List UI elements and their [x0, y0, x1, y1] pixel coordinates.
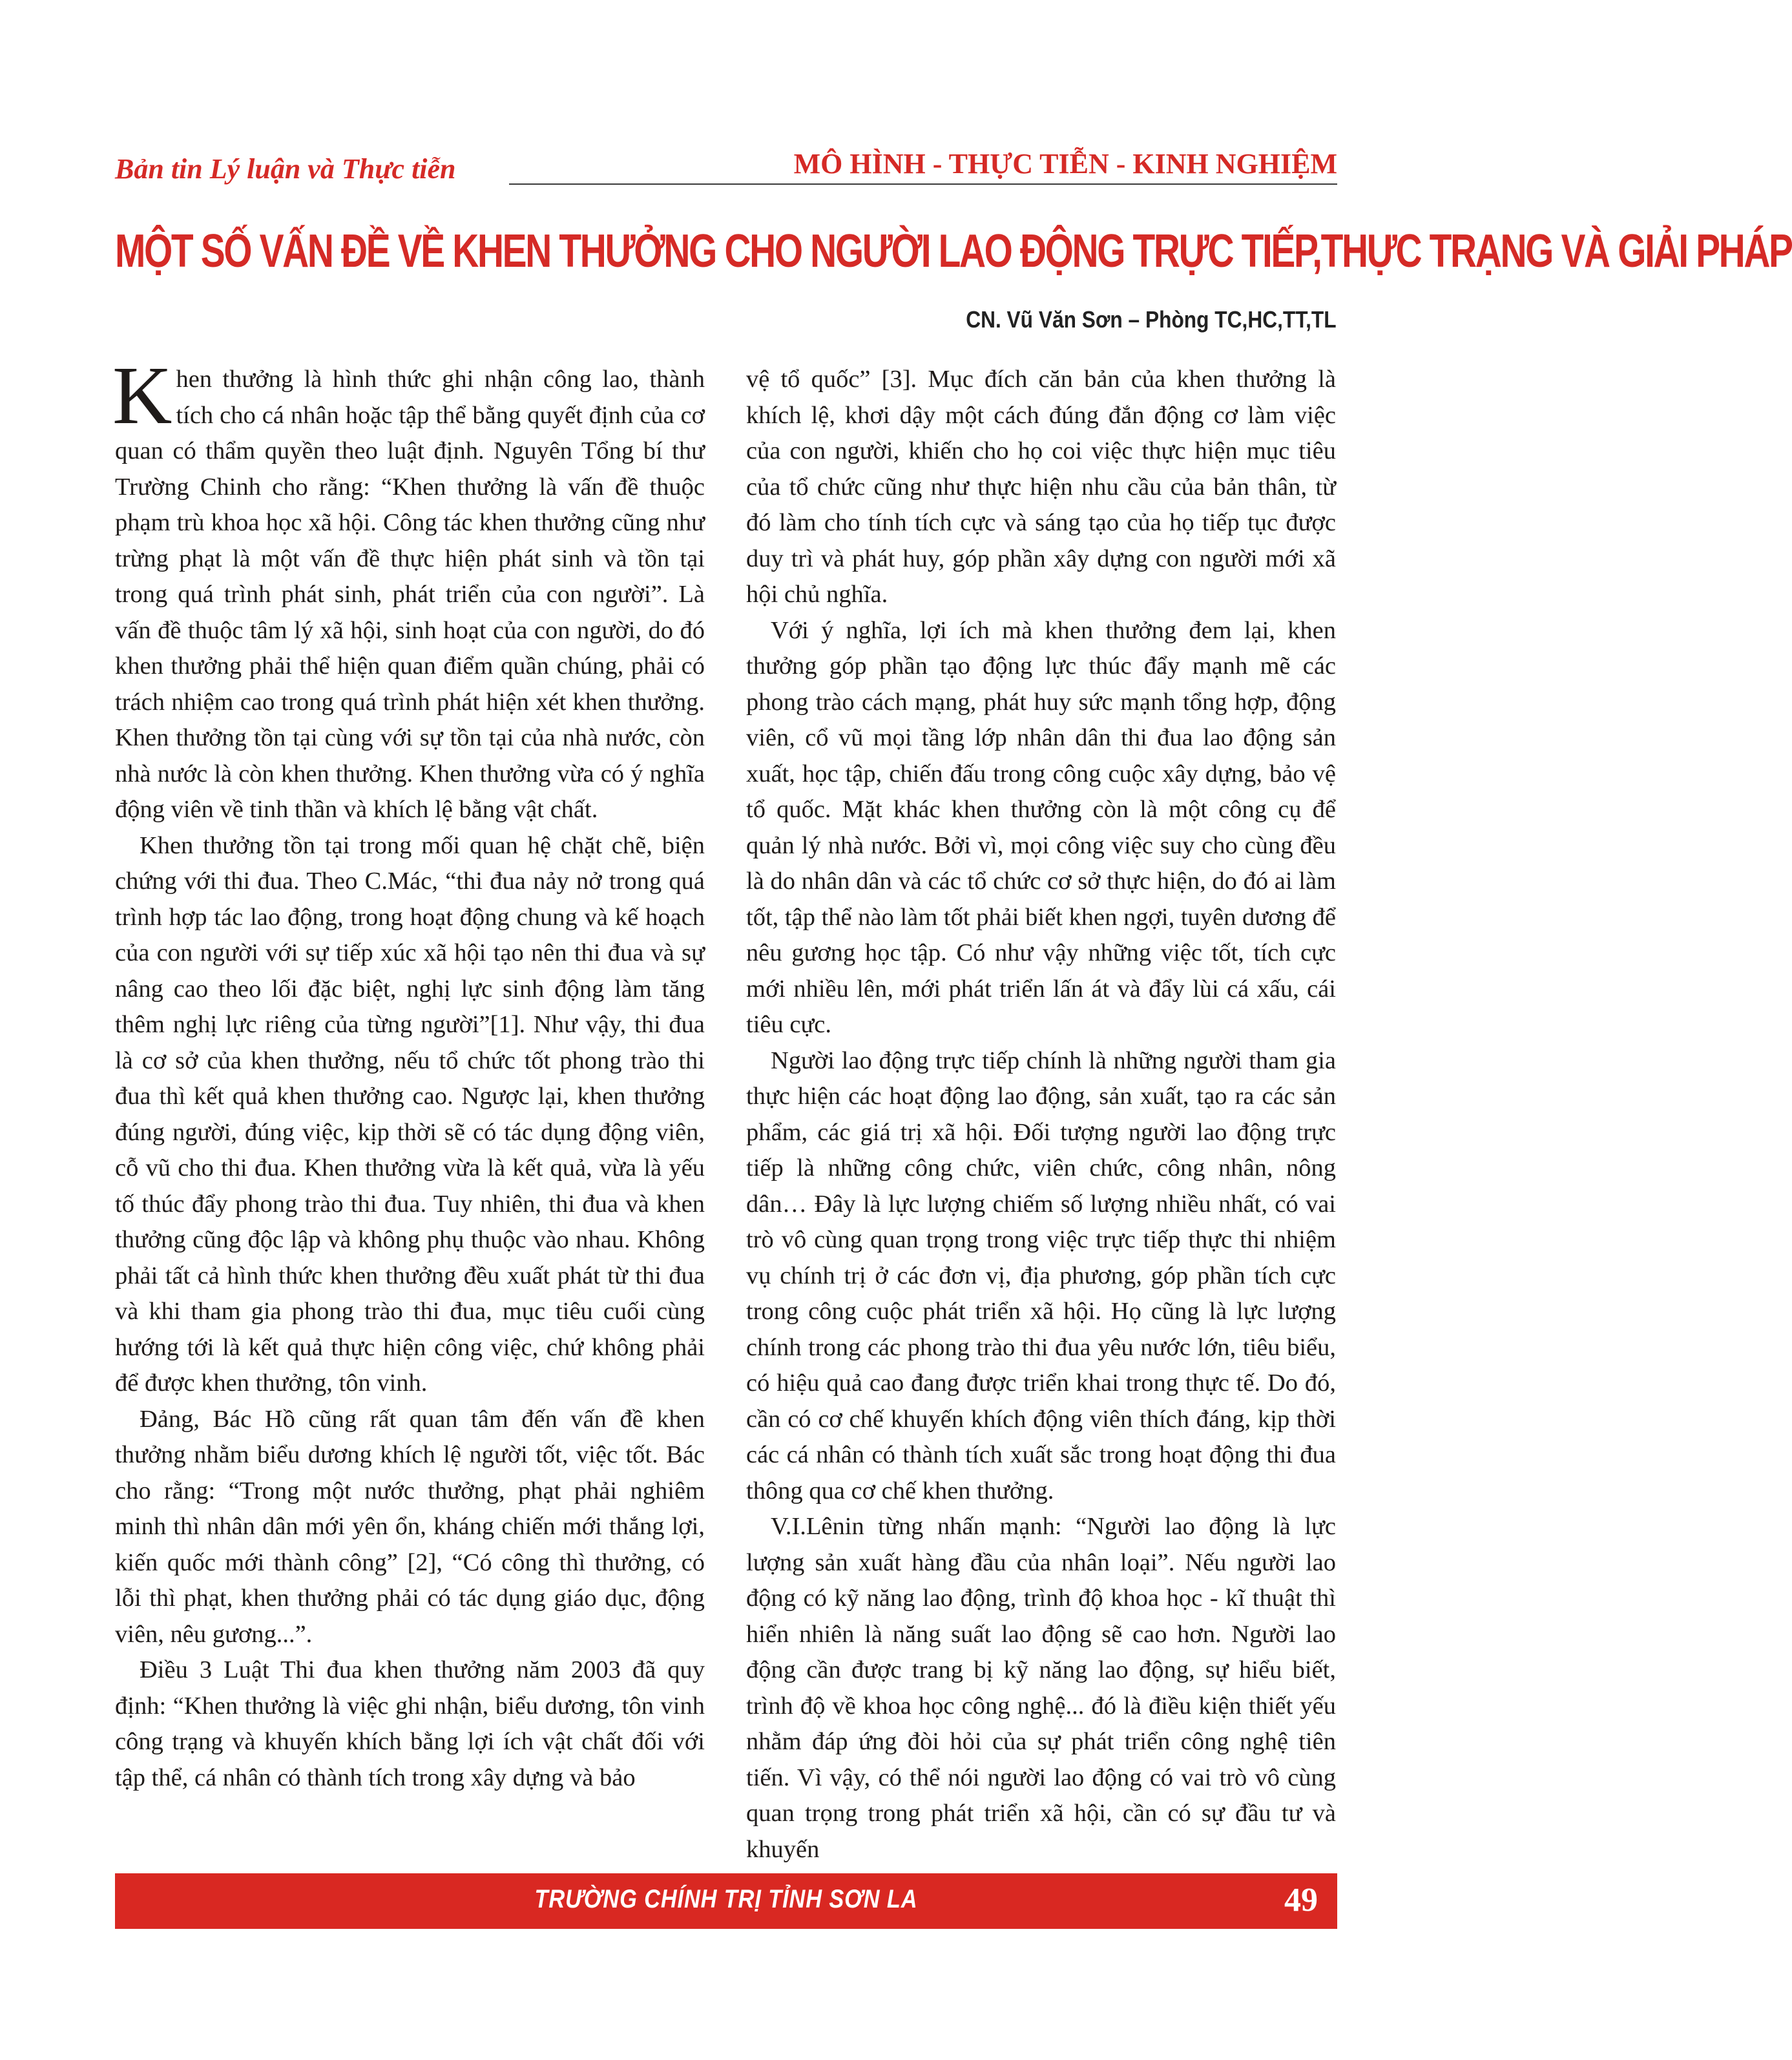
page-number: 49: [1284, 1882, 1318, 1919]
footer-institution: TRƯỜNG CHÍNH TRỊ TỈNH SƠN LA: [534, 1885, 918, 1913]
header-section-name: MÔ HÌNH - THỰC TIỄN - KINH NGHIỆM: [793, 148, 1337, 180]
paragraph: Khen thưởng tồn tại trong mối quan hệ chặt chẽ, biện chứng với thi đua. Theo C.Mác, “thi đua nảy nở trong quá trình hợp tác lao động, trong hoạt động chung và kế hoạch của con người với sự tiếp xúc xã hội tạo nên thi đua và sự nâng cao theo lối đặc biệt, nghị lực sinh động làm tăng thêm nghị lực riêng của từng người”[1]. Như vậy, thi đua là cơ sở của khen thưởng, nếu tổ chức tốt phong trào thi đua thì kết quả khen thưởng cao. Ngược lại, khen thưởng đúng người, đúng việc, kịp thời sẽ có tác dụng động viên, cỗ vũ cho thi đua. Khen thưởng vừa là kết quả, vừa là yếu tố thúc đẩy phong trào thi đua. Tuy nhiên, thi đua và khen thưởng cũng độc lập và không phụ thuộc vào nhau. Không phải tất cả hình thức khen thưởng đều xuất phát từ thi đua và khi tham gia phong trào thi đua, mục tiêu cuối cùng hướng tới là kết quả thực hiện công việc, chứ không phải để được khen thưởng, tôn vinh.: [115, 831, 705, 1397]
paragraph: Người lao động trực tiếp chính là những người tham gia thực hiện các hoạt động lao động, sản xuất, tạo ra các sản phẩm, các giá trị xã hội. Đối tượng người lao động trực tiếp là những công chức, viên chức, công nhân, nông dân… Đây là lực lượng chiếm số lượng nhiều nhất, có vai trò vô cùng quan trọng trong việc trực tiếp thực thi nhiệm vụ chính trị ở các đơn vị, địa phương, góp phần tích cực trong công cuộc phát triển xã hội. Họ cũng là lực lượng chính trong các phong trào thi đua yêu nước lớn, tiêu biểu, có hiệu quả cao đang được triển khai trong thực tế. Do đó, cần có cơ chế khuyến khích động viên thích đáng, kịp thời các cá nhân có thành tích xuất sắc trong hoạt động thi đua thông qua cơ chế khen thưởng.: [746, 1046, 1336, 1504]
paragraph: Điều 3 Luật Thi đua khen thưởng năm 2003 đã quy định: “Khen thưởng là việc ghi nhận, biểu dương, tôn vinh công trạng và khuyến khích bằng lợi ích vật chất đối với tập thể, cá nhân có thành tích trong xây dựng và bảo: [115, 1656, 705, 1791]
paragraph: Với ý nghĩa, lợi ích mà khen thưởng đem lại, khen thưởng góp phần tạo động lực thúc đẩy mạnh mẽ các phong trào cách mạng, phát huy sức mạnh tổng hợp, động viên, cổ vũ mọi tầng lớp nhân dân thi đua lao động sản xuất, học tập, chiến đấu trong công cuộc xây dựng, bảo vệ tổ quốc. Mặt khác khen thưởng còn là một công cụ để quản lý nhà nước. Bởi vì, mọi công việc suy cho cùng đều là do nhân dân và các tổ chức cơ sở thực hiện, do đó ai làm tốt, tập thể nào làm tốt phải biết khen ngợi, tuyên dương để nêu gương học tập. Có như vậy những việc tốt, tích cực mới nhiều lên, mới phát triển lấn át và đẩy lùi cá xấu, cái tiêu cực.: [746, 616, 1336, 1038]
right-column: [746, 362, 1336, 1868]
left-column: [112, 349, 705, 1796]
header-publication-name: Bản tin Lý luận và Thực tiễn: [115, 153, 456, 185]
drop-cap: K: [112, 349, 172, 441]
paragraph: V.I.Lênin từng nhấn mạnh: “Người lao động là lực lượng sản xuất hàng đầu của nhân loại”. Nếu người lao động có kỹ năng lao động, trình độ khoa học - kĩ thuật thì hiển nhiên là năng suất lao động sẽ cao hơn. Người lao động cần được trang bị kỹ năng lao động, sự hiểu biết, trình độ về khoa học công nghệ... đó là điều kiện thiết yếu nhằm đáp ứng đòi hỏi của sự phát triển công nghệ tiên tiến. Vì vậy, có thể nói người lao động có vai trò vô cùng quan trọng trong phát triển xã hội, cần có sự đầu tư và khuyến: [746, 1513, 1336, 1863]
article-author: CN. Vũ Văn Sơn – Phòng TC,HC,TT,TL: [966, 306, 1337, 333]
footer-bar: [115, 1873, 1337, 1929]
paragraph: Đảng, Bác Hồ cũng rất quan tâm đến vấn đề khen thưởng nhằm biểu dương khích lệ người tốt, việc tốt. Bác cho rằng: “Trong một nước thưởng, phạt phải nghiêm minh thì nhân dân mới yên ổn, kháng chiến mới thắng lợi, kiến quốc mới thành công” [2], “Có công thì thưởng, có lỗi thì phạt, khen thưởng phải có tác dụng giáo dục, động viên, nêu gương...”.: [115, 1405, 705, 1648]
paragraph-text: hen thưởng là hình thức ghi nhận công lao, thành tích cho cá nhân hoặc tập thể bằng quyết định của cơ quan có thẩm quyền theo luật định. Nguyên Tổng bí thư Trường Chinh cho rằng: “Khen thưởng là vấn đề thuộc phạm trù khoa học xã hội. Công tác khen thưởng cũng như trừng phạt là một vấn đề thực hiện phát sinh và tồn tại trong quá trình phát sinh, phát triển của con người”. Là vấn đề thuộc tâm lý xã hội, sinh hoạt của con người, do đó khen thưởng phải thể hiện quan điểm quần chúng, phải có trách nhiệm cao trong quá trình phát hiện xét khen thưởng. Khen thưởng tồn tại cùng với sự tồn tại của nhà nước, còn nhà nước là còn khen thưởng. Khen thưởng vừa có ý nghĩa động viên về tinh thần và khích lệ bằng vật chất.: [115, 366, 705, 823]
paragraph: vệ tổ quốc” [3]. Mục đích căn bản của khen thưởng là khích lệ, khơi dậy một cách đúng đắn động cơ làm việc của con người, khiến cho họ coi việc thực hiện mục tiêu của tổ chức cũng như thực hiện nhu cầu của bản thân, từ đó làm cho tính tích cực và sáng tạo của họ tiếp tục được duy trì và phát huy, góp phần xây dựng con người mới xã hội chủ nghĩa.: [746, 366, 1336, 608]
article-title: MỘT SỐ VẤN ĐỀ VỀ KHEN THƯỞNG CHO NGƯỜI LAO ĐỘNG TRỰC TIẾP,THỰC TRẠNG VÀ GIẢI PHÁP: [115, 225, 1792, 277]
header-rule: [509, 183, 1337, 185]
paragraph: [112, 349, 705, 828]
